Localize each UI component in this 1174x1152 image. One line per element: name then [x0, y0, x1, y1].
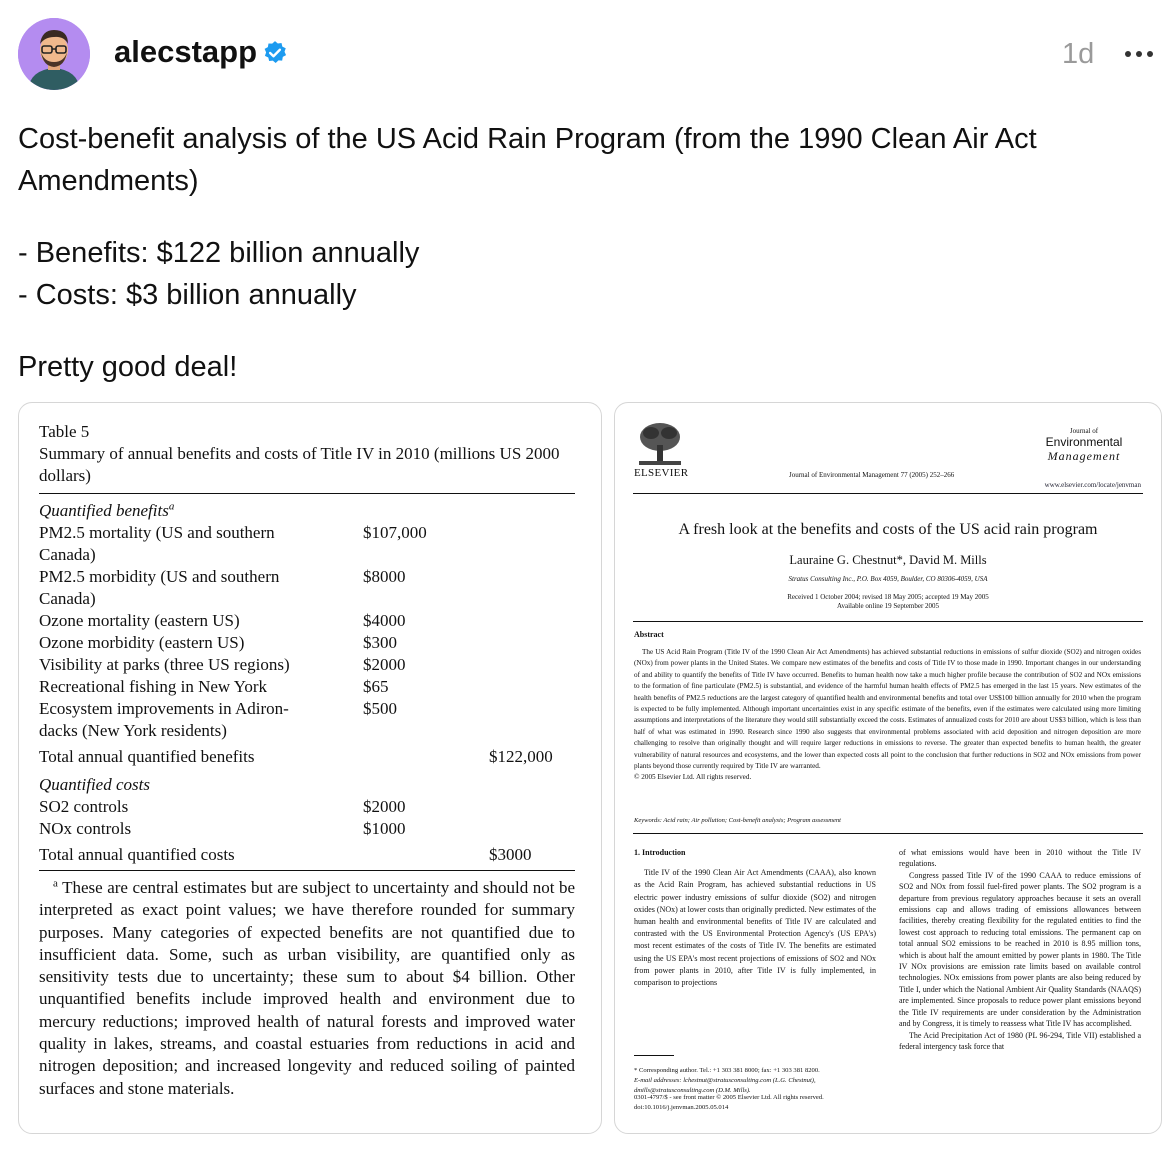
verified-badge-icon: [262, 40, 288, 66]
elsevier-tree-logo: [635, 419, 685, 469]
row-label: Visibility at parks (three US regions): [39, 655, 290, 674]
footnote-doi: 0301-4797/$ - see front matter © 2005 Elsevier Ltd. All rights reserved. doi:10.1016/j.jenvman.2005.05.014: [634, 1094, 824, 1111]
row-label: PM2.5 mortality (US and southern Canada): [39, 523, 275, 564]
abstract-text: The US Acid Rain Program (Title IV of the 1990 Clean Air Act Amendments) has achieved substantial reductions in emissions of sulfur dioxide (SO2) and nitrogen oxides (NOx) from power plants in the United States. We compare new estimates of the benefits and costs of Title IV to those made in 1990. Important changes in our understanding of and ability to quantify the benefits of Title IV have occurred. Benefits to human health now take a much higher profile because the contribution of SO2 and NOx emissions to the formation of fine particulate (PM2.5) is substantial, and evidence of the harmful human health effects of PM2.5 has emerged in the last 15 years. New estimates of the health benefits of PM2.5 reductions are the largest category of quantified health and environmental benefits and total over US$100 billion annually for 2010 when the program is expected to be fully implemented. Although important uncertainties exist in any specific estimate of the benefits, even if the estimates were calculated using more limiting assumptions and interpretations of the literature they would still substantially exceed the costs. Estimates of annualized costs for 2010 are about US$3 billion, which is less than half of what was estimated in 1990. Research since 1990 also suggests that environmental problems associated with acid deposition and nitrogen deposition are more challenging to resolve than originally thought and will require larger reductions in emissions to reverse. The greater than expected benefits to human health, the greater vulnerability of natural resources and ecosystems, and the lower than expected costs all point to the conclusion that further reductions in SO2 and NOx emissions from power plants beyond those currently required by Title IV are warranted. © 2005 Elsevier Ltd. All rights reserved.: [634, 648, 1141, 782]
table-row: [39, 698, 575, 742]
table-row: [39, 566, 575, 610]
total-benefits-value: $122,000: [489, 747, 553, 766]
total-costs-label: Total annual quantified costs: [39, 845, 235, 864]
table-row: [39, 676, 575, 698]
table-row: [39, 632, 575, 654]
table-row: [39, 522, 575, 566]
attached-image-table[interactable]: [18, 402, 602, 1134]
post-timestamp: 1d: [1062, 38, 1095, 70]
benefits-heading: Quantified benefits$^a$: [39, 500, 175, 520]
more-options-icon[interactable]: [1125, 44, 1157, 64]
row-value: $2000: [363, 655, 406, 674]
table-row: [39, 610, 575, 632]
intro-column-1: 1. Introduction Title IV of the 1990 Clean Air Act Amendments (CAAA), also known as the Acid Rain Program, has achieved substantial reductions in US electric power industry emissions of sulfur dioxide (SO2) and nitrogen oxides (NOx) at lower costs than originally predicted. New estimates of the human health and environmental benefits of Title IV are calculated and contrasted with the US Environmental Protection Agency's (US EPA's) most recent estimates of the costs of Title IV. The benefits are estimated using the US EPA's most recent projections of emissions of SO2 and NOx from power plants in 2010, after Title IV is fully implemented, in comparison to projections: [634, 848, 876, 988]
post-line-benefits: - Benefits: $122 billion annually: [18, 237, 420, 269]
publisher-name: ELSEVIER: [634, 467, 689, 479]
row-value: $107,000: [363, 523, 427, 542]
journal-url: www.elsevier.com/locate/jenvman: [1044, 481, 1141, 489]
row-value: $65: [363, 677, 389, 696]
paper-title: A fresh look at the benefits and costs of the US acid rain program: [678, 521, 1098, 538]
total-benefits-label: Total annual quantified benefits: [39, 747, 255, 766]
table-label: Table 5: [39, 422, 90, 441]
row-value: $8000: [363, 567, 406, 586]
row-label: NOx controls: [39, 819, 132, 838]
journal-line: Journal of Environmental Management 77 (2005) 252–266: [789, 471, 955, 479]
row-label: Ozone morbidity (eastern US): [39, 633, 245, 652]
table-row: [39, 654, 575, 676]
journal-box: Journal of Environmental Management: [1045, 427, 1123, 463]
post-line-title: Cost-benefit analysis of the US Acid Rain Program (from the 1990 Clean Air Act Amendments): [18, 123, 1037, 197]
paper-dates: Received 1 October 2004; revised 18 May 2005; accepted 19 May 2005 Available online 19 September 2005: [787, 593, 989, 610]
row-value: $500: [363, 699, 397, 718]
paper-authors: Lauraine G. Chestnut*, David M. Mills: [789, 553, 987, 567]
paper-page: [615, 403, 1161, 1133]
footnote-corresponding: * Corresponding author. Tel.: +1 303 381 8000; fax: +1 303 381 8200. E-mail addresses: lchestnut@stratusconsulting.com (L.G. Chestnut), dmills@stratusconsulting.com (D.M. Mills).: [634, 1055, 876, 1096]
row-value: $4000: [363, 611, 406, 630]
costs-heading: Quantified costs: [39, 775, 150, 794]
post-text: [18, 118, 1138, 388]
total-benefits-row: [39, 746, 575, 768]
abstract-heading: Abstract: [634, 630, 664, 639]
avatar-illustration: [18, 18, 90, 90]
attached-image-paper[interactable]: [614, 402, 1162, 1134]
total-costs-row: [39, 844, 575, 866]
total-costs-value: $3000: [489, 845, 532, 864]
table-caption: Summary of annual benefits and costs of Title IV in 2010 (millions US 2000 dollars): [39, 444, 560, 485]
row-value: $1000: [363, 819, 406, 838]
intro-column-2: of what emissions would have been in 2010 without the Title IV regulations. Congress passed Title IV of the 1990 CAAA to reduce emissions of SO2 and NOx from fossil fuel-fired power plants. The SO2 program is a departure from previous regulatory approaches because it sets an overall emissions cap and allows trading of emissions allowances between facilities, thereby creating flexibility for the regulated entities to find the lowest cost approach to reducing total emissions. The permanent cap on total annual SO2 emissions to be reached in 2010 is 8.95 million tons, which is about half the amount emitted by power plants in 1980. The Title IV NOx provisions are emission rate limits based on available control technologies. NOx emissions from power plants are also being reduced by Title I, under which the National Ambient Air Quality Standards (NAAQS) are implemented. Since proposals to reduce power plant emissions beyond the Title IV requirements are under consideration by the Administration and by Congress, it is timely to reassess what Title IV has accomplished. The Acid Precipitation Act of 1980 (PL 96-294, Title VII) established a federal intergency task force that: [899, 848, 1141, 1051]
post-line-costs: - Costs: $3 billion annually: [18, 279, 357, 311]
row-label: PM2.5 morbidity (US and southern Canada): [39, 567, 280, 608]
post-line-conclusion: Pretty good deal!: [18, 351, 238, 383]
row-label: Recreational fishing in New York: [39, 677, 268, 696]
username[interactable]: alecstapp: [114, 34, 258, 69]
paper-affiliation: Stratus Consulting Inc., P.O. Box 4059, Boulder, CO 80306-4059, USA: [788, 575, 988, 583]
table-footnote: $^a$ These are central estimates but are subject to uncertainty and should not be interpreted as exact point values; we have therefore rounded for summary purposes. Many categories of expected benefits are not quantified due to insufficient data. Some, such as urban visibility, are quantified only as sensitivity tests due to uncertainty; these sum to about $4 billion. Other unquantified benefits include improved health and environment due to mercury reductions; improved health of natural forests and improved water quality in lakes, streams, and coastal estuaries from reductions in acid and nitrogen deposition; and increased longevity and reduced soiling of painted surfaces and stone materials.: [39, 877, 575, 1098]
keywords: Keywords: Acid rain; Air pollution; Cost-benefit analysis; Program assessment: [634, 817, 841, 824]
table-5: [39, 421, 575, 1100]
row-label: Ecosystem improvements in Adiron-dacks (New York residents): [39, 699, 289, 740]
table-row: [39, 818, 575, 840]
row-value: $300: [363, 633, 397, 652]
row-label: SO2 controls: [39, 797, 129, 816]
avatar[interactable]: [18, 18, 90, 90]
row-value: $2000: [363, 797, 406, 816]
row-label: Ozone mortality (eastern US): [39, 611, 240, 630]
table-row: [39, 796, 575, 818]
